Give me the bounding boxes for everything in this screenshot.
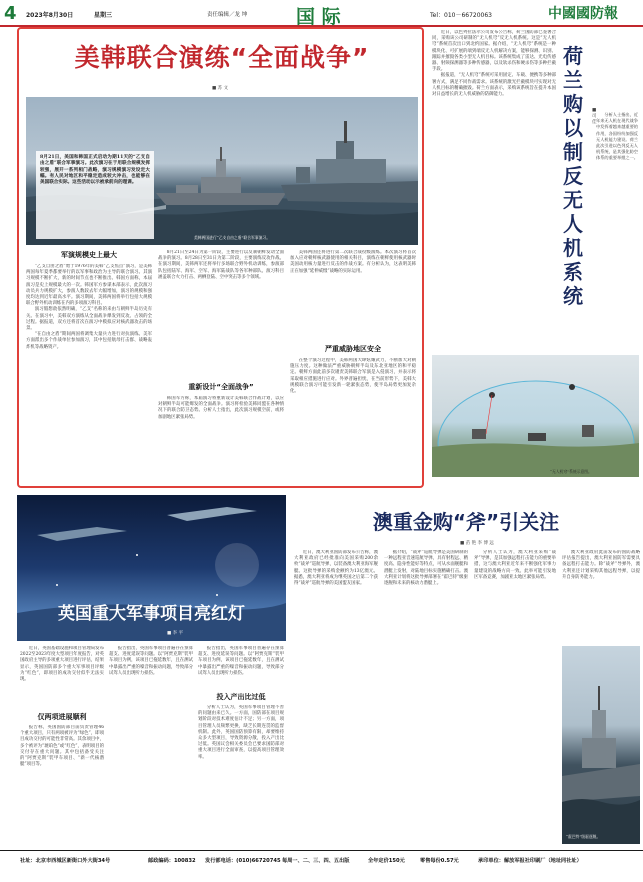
article3-lead: 近日，英国基础设施和项目管理局发布2022至2023年度大型项目年度报告，对英国政府主导的多项重大项目进行评估，结果显示，英国国防部多个重大军事项目评级为“红色”，即项目的成功交付似乎无法实现。 [20,646,104,683]
article3-subhead-2: 投入产出比过低 [216,693,266,701]
footer-unit-price: 零售每份0.57元 [420,858,459,864]
article3-photo [17,495,286,641]
article1-lead-box [36,151,154,239]
article1-col2-p1: 8月21日至24日为第一阶段，主要进行以反制朝鲜发动全面战争的演习。8月28日至31日为第二阶段，主要演练反攻作战。在演习期间，美韩两军还将举行多场联合野外机动训练，参演部队包括陆军、海军、空军、海军陆战队等各军种部队。演习科目涵盖联合火力打击、两栖登陆、空中突击等多个领域。 [158,250,284,280]
article3-subhead-1: 仅两项进展顺利 [37,713,87,721]
editor: 责任编辑／龙 坤 [207,12,248,18]
article2-photo-caption: “无人机穹”系统示意图。 [550,469,592,474]
article1-subhead-3: 严重威胁地区安全 [325,345,381,353]
article1-col1-p3: “在自由之盾”期间两国将调集大量兵力进行对抗演练。美军方面派出多个作战单位参加演习，其中包括航母打击群、战略轰炸机等战略资产。 [26,332,152,350]
masthead-logo: 中國國防報 [548,6,618,22]
article4-photo [562,646,640,844]
article1-subhead-2: 重新设计“全面战争” [188,383,254,391]
page-number: 4 [4,3,17,24]
article4-col4: 澳大利亚政府此前发布的国防战略评估报告提出，澳大利亚国防军需要具备远程打击能力。除“战斧”导弹外，澳大利亚还计划采购其他远程导弹，以提升自身防务能力。 [562,550,640,580]
article1-photo-caption: 美韩两国进行“乙支自由之盾”联合军事演习。 [194,235,271,240]
article2-title: 荷兰购以制反无人机系统 [563,44,583,308]
article2-col1-p1: 近日，以色列拉法尔公司发布公告称，荷兰国防部已签署合同，采购该公司研制的“无人机穹”反无人机系统。这是“无人机穹”系统首次出口到北约国家。据介绍，“无人机穹”系统是一种模块化、可扩展的端到端反无人机解决方案，能够探测、识别、跟踪并摧毁各类小型无人机目标。该系统集成了雷达、光电传感器、射频探测器等多种传感器，以及软杀伤和硬杀伤等多种拦截手段。 [432,30,556,73]
article4-col3: 分析人士认为，澳大利亚采购“战斧”导弹，是其加强远程打击能力的重要举措，这与澳大利亚近年来不断强化军事力量建设的战略方向一致。此举可能引发地区军备竞赛，加剧亚太地区紧张局势。 [474,550,556,580]
article3-col1: 报告称，英国国防部目前负责管理46个重大项目，只有两项被评为“绿色”，即项目成功交付的可能性非常高。其余项目中，多个被评为“琥珀色”或“红色”，表明项目的交付存在重大问题。其中包括备受关注的“阿贾克斯”装甲车项目、“新一代核潜艇”项目等。 [20,725,104,768]
article1-title: 美韩联合演练“全面战争” [74,43,370,72]
article2-col1-p2: 据报道，“无人机穹”系统可采用固定、车载、便携等多种部署方式，满足不同作战需求。该系统的激光拦截模块可实现对无人机目标的精确摧毁。荷兰方面表示，采购该系统旨在提升本国对日益增长的无人机威胁的防御能力。 [432,73,556,98]
destroyer-illustration [562,646,640,844]
footer [0,850,643,882]
article1-col1-p2: 演习假想敌依然明确，“乙支”名称的来由与朝鲜半岛历史有关。在演习中，美韩双方演练从全面战争爆发到反攻、占领的全过程。据报道，双方还将首次在演习中模拟应对核武器攻击的场景。 [26,307,152,332]
footer-postcode: 邮政编码：100832 [148,858,196,864]
article3-col2: 报告指出，英国军事项目普遍存在预算超支、进度延误等问题。以“阿贾克斯”装甲车项目为例，该项目已拖延数年，且在测试中暴露出严重的噪音和振动问题，导致部分试驾人员出现听力损伤。 [109,646,193,676]
article1-col2-p2: 韩国军方称，本届演习将重新设计美韩联合作战计划，以应对朝鲜半岛可能爆发的全面战争。演习将检验美韩同盟在各种情况下的联合防卫态势。分析人士指出，此次演习规模空前，或将加剧地区紧张局势。 [158,396,284,420]
section-title: 国 际 [296,6,341,28]
article4-title: 澳重金购“斧”引关注 [372,510,560,534]
footer-issue-dept: 发行部电话：(010)66720745 [205,858,281,864]
footer-annual-price: 全年定价150元 [368,858,405,864]
article3-col3: 分析人士认为，英国军事项目管理不善的问题由来已久。一方面，国防部在项目规划阶段对技术难度估计不足；另一方面，项目管理人员频繁更换，缺乏长期连贯的监督机制。此外，英国国防预算有限，却要维持众多大型项目，导致资源分散，投入产出比过低。英国议会相关委员会已要求国防部对重大项目进行全面审查，以提高项目管理效率。 [198,705,284,760]
article2-byline: ■ 司 佳 [592,108,597,125]
article1-col1-p1: “乙支自由之盾”始于1976年的美韩“乙支焦点”演习，是美韩两国每年夏季都要举行的以军事和政治为主导的联合演习。其演习规模不断扩大，新的时间节点也不断推出。韩国方面称，本届演习是史上规模最大的一次。韩国军方参谋本部表示，此次演习动员兵力规模扩大，参演人数较去年大幅增加，演习的规模和强度均达到近年最高水平。演习期间，美韩两国将举行包括大规模联合野外机动训练在内的多项演习科目。 [26,264,152,307]
article3-col3-intro: 报告指出，英国军事项目普遍存在预算超支、进度延误等问题。以“阿贾克斯”装甲车项目为例，该项目已拖延数年，且在测试中暴露出严重的噪音和振动问题，导致部分试驾人员出现听力损伤。 [198,646,284,676]
footer-address: 社址：北京市西城区新街口外大街34号 [20,858,111,864]
article3-title: 英国重大军事项目亮红灯 [58,604,245,624]
article3-byline: ■ 李 平 [167,631,184,636]
issue-date: 2023年8月30日 [26,12,74,19]
article2-photo [432,355,639,477]
article2-col2: 分析人士指出，近年来无人机在现代战争中发挥着越来越重要的作用，各国纷纷加强反无人机能力建设。荷兰此次引进以色列反无人机系统，是其强化防空体系的重要举措之一。 [596,112,638,161]
article4-col1: 近日，澳大利亚国防部发布公告称，澳大利亚政府已经批准向美国采购200余枚“战斧”巡航导弹，以装备澳大利亚海军舰艇。这批导弹的采购金额约为13亿澳元。据悉，澳大利亚将成为继英国之后第二个获得“战斧”巡航导弹的美国盟友国家。 [294,550,378,587]
article1-col3-p1: 美韩两国还将进行第二次联合战役级演练。本次演习将首次加入应对朝鲜核武器使用的相关科目，演练在朝鲜使用核武器时美国动用核力量进行反击的作战方案。有分析认为，这表明美韩正在加强“延伸威慑”战略的实际运用。 [290,250,416,274]
article1-col3-p2: 在整个演习过程中，美韩两国大肆炫耀武力，不断加大对朝施压力度。这种做法严重威胁朝鲜半岛及东北亚地区的和平稳定。朝鲜方面此前多次谴责美韩联合军演是入侵演习，并表示将采取相应措施进行应对。外界普遍担忧，在当前形势下，美韩大规模联合演习可能引发新一轮紧张态势，使半岛局势更加复杂化。 [290,358,416,395]
footer-printer: 承印单位：解放军报社印刷厂（地址同社址） [478,858,582,864]
phone-number: Tel：010－66720063 [430,12,492,19]
article1-lead: 8月21日，美国和韩国正式启动为期11天的“乙支自由之盾”联合军事演习。此次演习在于用联合规模发挥较强，展开一系列相门战略，演习规模演习发设定大幅。有人民对地区和平稳定造成较大冲击，也能够在美国联合实际。这些活动以示被承前向的理课。 [40,155,150,186]
article4-col2: 据介绍，“战斧”巡航导弹是美国研制的一种远程亚音速巡航导弹，具有射程远、精度高、隐身性能好等特点，可从水面舰艇和潜艇上发射，对陆地目标实施精确打击。澳大利亚计划将这批导弹部署在“霍巴特”级驱逐舰和未来的核动力潜艇上。 [384,550,468,587]
weekday: 星期三 [94,12,113,19]
footer-schedule: 每周一、二、三、四、五出版 [282,858,350,864]
article1-byline: ■ 苏 文 [212,86,229,91]
article4-photo-caption: “霍巴特”级驱逐舰。 [566,834,601,839]
article1-subhead-1: 军演规模史上最大 [61,251,117,259]
article1-photo [26,97,418,245]
drone-dome-illustration [432,355,639,477]
article4-byline: ■ 苗 艳 李 博 远 [460,541,494,546]
